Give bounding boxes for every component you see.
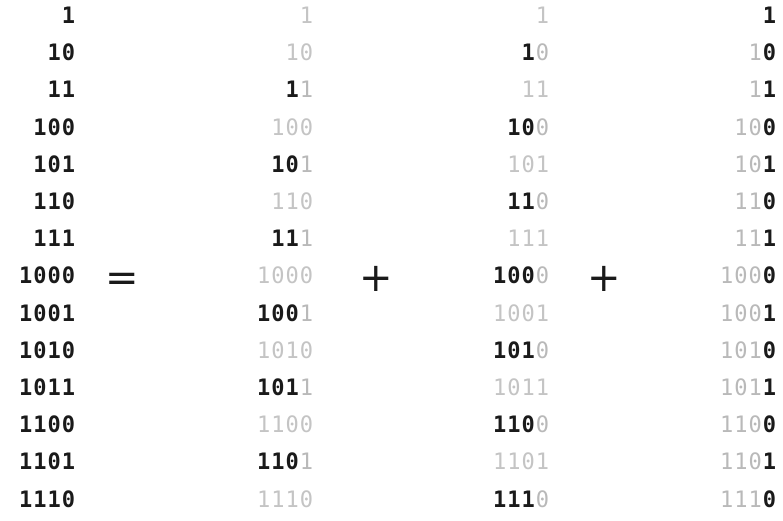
term-a-row bbox=[271, 152, 314, 178]
number-row: 111 bbox=[33, 227, 76, 253]
term-c-row bbox=[720, 266, 777, 288]
term-b-row bbox=[493, 301, 550, 327]
term-c-faint-digits: 101 bbox=[720, 376, 763, 401]
term-c-faint-digits: 1 bbox=[748, 41, 763, 67]
term-c-faint-digits: 101 bbox=[720, 338, 763, 364]
term-b-row bbox=[536, 6, 550, 28]
term-a-highlighted-digits: 110 bbox=[257, 450, 300, 476]
term-c-row bbox=[749, 43, 778, 65]
term-b-faint-digits: 0 bbox=[535, 413, 550, 439]
term-b-row bbox=[493, 338, 550, 364]
column-numbers bbox=[0, 0, 76, 521]
term-b-row bbox=[493, 487, 550, 513]
term-b-faint-digits: 1 bbox=[535, 4, 550, 29]
term-b-row bbox=[507, 115, 550, 141]
term-b-faint-digits: 1001 bbox=[493, 301, 550, 327]
term-c-row bbox=[734, 152, 777, 178]
term-b-faint-digits: 0 bbox=[535, 487, 550, 513]
term-b-faint-digits: 1101 bbox=[493, 450, 550, 476]
term-c-row bbox=[720, 338, 777, 364]
term-c-highlighted-digits: 1 bbox=[762, 152, 777, 178]
term-b-row bbox=[493, 415, 550, 437]
term-c-row bbox=[720, 487, 777, 513]
term-c-row bbox=[734, 192, 777, 214]
term-b-faint-digits: 0 bbox=[535, 115, 550, 141]
term-c-highlighted-digits: 1 bbox=[762, 376, 777, 401]
term-b-highlighted-digits: 1 bbox=[521, 41, 536, 67]
number-row: 1100 bbox=[19, 413, 76, 439]
term-c-row bbox=[720, 301, 777, 327]
term-b-faint-digits: 11 bbox=[521, 78, 550, 104]
term-c-faint-digits: 100 bbox=[720, 301, 763, 327]
term-a-faint-digits: 1 bbox=[299, 450, 314, 476]
term-b-faint-digits: 1011 bbox=[493, 376, 550, 401]
term-b-faint-digits: 0 bbox=[535, 190, 550, 215]
column-term-b bbox=[430, 0, 550, 521]
term-b-faint-digits: 101 bbox=[507, 152, 550, 178]
term-a-row bbox=[271, 192, 314, 214]
term-a-row bbox=[286, 80, 315, 102]
number-row: 1110 bbox=[19, 487, 76, 513]
term-a-row bbox=[300, 6, 314, 28]
column-term-c bbox=[655, 0, 777, 521]
term-a-faint-digits: 1 bbox=[299, 78, 314, 104]
term-b-row bbox=[493, 266, 550, 288]
term-c-highlighted-digits: 1 bbox=[762, 301, 777, 327]
term-a-faint-digits: 1 bbox=[299, 301, 314, 327]
term-a-faint-digits: 100 bbox=[271, 115, 314, 141]
equals-sign: = bbox=[105, 255, 139, 301]
term-b-row bbox=[522, 43, 551, 65]
term-c-highlighted-digits: 0 bbox=[762, 338, 777, 364]
term-a-row bbox=[257, 266, 314, 288]
term-c-faint-digits: 110 bbox=[720, 413, 763, 439]
term-c-faint-digits: 1 bbox=[748, 78, 763, 104]
term-c-highlighted-digits: 0 bbox=[762, 190, 777, 215]
term-a-faint-digits: 10 bbox=[285, 41, 314, 67]
term-a-row bbox=[257, 378, 314, 400]
term-c-row bbox=[734, 229, 777, 251]
term-a-row bbox=[257, 452, 314, 474]
number-row: 1011 bbox=[19, 376, 76, 401]
term-b-faint-digits: 0 bbox=[535, 41, 550, 67]
term-c-faint-digits: 11 bbox=[734, 227, 763, 253]
term-a-highlighted-digits: 101 bbox=[257, 376, 300, 401]
term-b-highlighted-digits: 100 bbox=[493, 264, 536, 290]
term-a-row bbox=[271, 229, 314, 251]
term-b-highlighted-digits: 110 bbox=[493, 413, 536, 439]
term-a-highlighted-digits: 1 bbox=[285, 78, 300, 104]
number-row: 1010 bbox=[19, 338, 76, 364]
number-row: 100 bbox=[33, 115, 76, 141]
term-b-highlighted-digits: 101 bbox=[493, 338, 536, 364]
term-a-faint-digits: 1100 bbox=[257, 413, 314, 439]
term-a-highlighted-digits: 11 bbox=[271, 227, 300, 253]
term-c-faint-digits: 10 bbox=[734, 152, 763, 178]
term-c-faint-digits: 111 bbox=[720, 487, 763, 513]
term-a-row bbox=[257, 415, 314, 437]
number-row: 1000 bbox=[19, 264, 76, 290]
term-c-row bbox=[763, 6, 777, 28]
number-row: 10 bbox=[47, 41, 76, 67]
term-b-row bbox=[507, 192, 550, 214]
term-c-row bbox=[720, 378, 777, 400]
term-a-row bbox=[271, 115, 314, 141]
term-b-faint-digits: 0 bbox=[535, 264, 550, 290]
term-c-row bbox=[749, 80, 778, 102]
number-row: 110 bbox=[33, 190, 76, 215]
number-row: 101 bbox=[33, 152, 76, 178]
term-a-faint-digits: 1010 bbox=[257, 338, 314, 364]
term-c-highlighted-digits: 1 bbox=[762, 450, 777, 476]
term-b-highlighted-digits: 11 bbox=[507, 190, 536, 215]
term-a-row bbox=[286, 43, 315, 65]
term-a-faint-digits: 1 bbox=[299, 376, 314, 401]
term-a-row bbox=[257, 487, 314, 513]
term-a-highlighted-digits: 100 bbox=[257, 301, 300, 327]
term-a-faint-digits: 1000 bbox=[257, 264, 314, 290]
term-a-faint-digits: 1 bbox=[299, 227, 314, 253]
term-c-row bbox=[720, 415, 777, 437]
number-row: 11 bbox=[47, 78, 76, 104]
term-c-row bbox=[734, 115, 777, 141]
term-b-faint-digits: 111 bbox=[507, 227, 550, 253]
term-a-faint-digits: 1 bbox=[299, 152, 314, 178]
term-a-faint-digits: 1 bbox=[299, 4, 314, 29]
term-a-faint-digits: 110 bbox=[271, 190, 314, 215]
term-b-row bbox=[507, 229, 550, 251]
term-c-faint-digits: 100 bbox=[720, 264, 763, 290]
term-c-highlighted-digits: 0 bbox=[762, 413, 777, 439]
term-c-faint-digits: 11 bbox=[734, 190, 763, 215]
term-b-row bbox=[493, 378, 550, 400]
term-c-faint-digits: 10 bbox=[734, 115, 763, 141]
column-term-a bbox=[200, 0, 314, 521]
term-b-row bbox=[522, 80, 551, 102]
term-c-highlighted-digits: 0 bbox=[762, 41, 777, 67]
term-c-highlighted-digits: 0 bbox=[762, 115, 777, 141]
plus-sign-first: + bbox=[359, 255, 393, 301]
term-a-row bbox=[257, 338, 314, 364]
term-a-highlighted-digits: 10 bbox=[271, 152, 300, 178]
term-a-row bbox=[257, 301, 314, 327]
term-b-highlighted-digits: 10 bbox=[507, 115, 536, 141]
term-c-highlighted-digits: 1 bbox=[762, 4, 777, 29]
term-c-highlighted-digits: 0 bbox=[762, 264, 777, 290]
plus-sign-second: + bbox=[587, 255, 621, 301]
term-b-row bbox=[493, 452, 550, 474]
term-b-faint-digits: 0 bbox=[535, 338, 550, 364]
term-c-highlighted-digits: 1 bbox=[762, 78, 777, 104]
number-row: 1101 bbox=[19, 450, 76, 476]
term-c-faint-digits: 110 bbox=[720, 450, 763, 476]
term-b-row bbox=[507, 152, 550, 178]
term-c-highlighted-digits: 0 bbox=[762, 487, 777, 513]
term-a-faint-digits: 1110 bbox=[257, 487, 314, 513]
number-row: 1001 bbox=[19, 301, 76, 327]
term-c-highlighted-digits: 1 bbox=[762, 227, 777, 253]
number-row: 1 bbox=[61, 4, 76, 29]
term-b-highlighted-digits: 111 bbox=[493, 487, 536, 513]
term-c-row bbox=[720, 452, 777, 474]
